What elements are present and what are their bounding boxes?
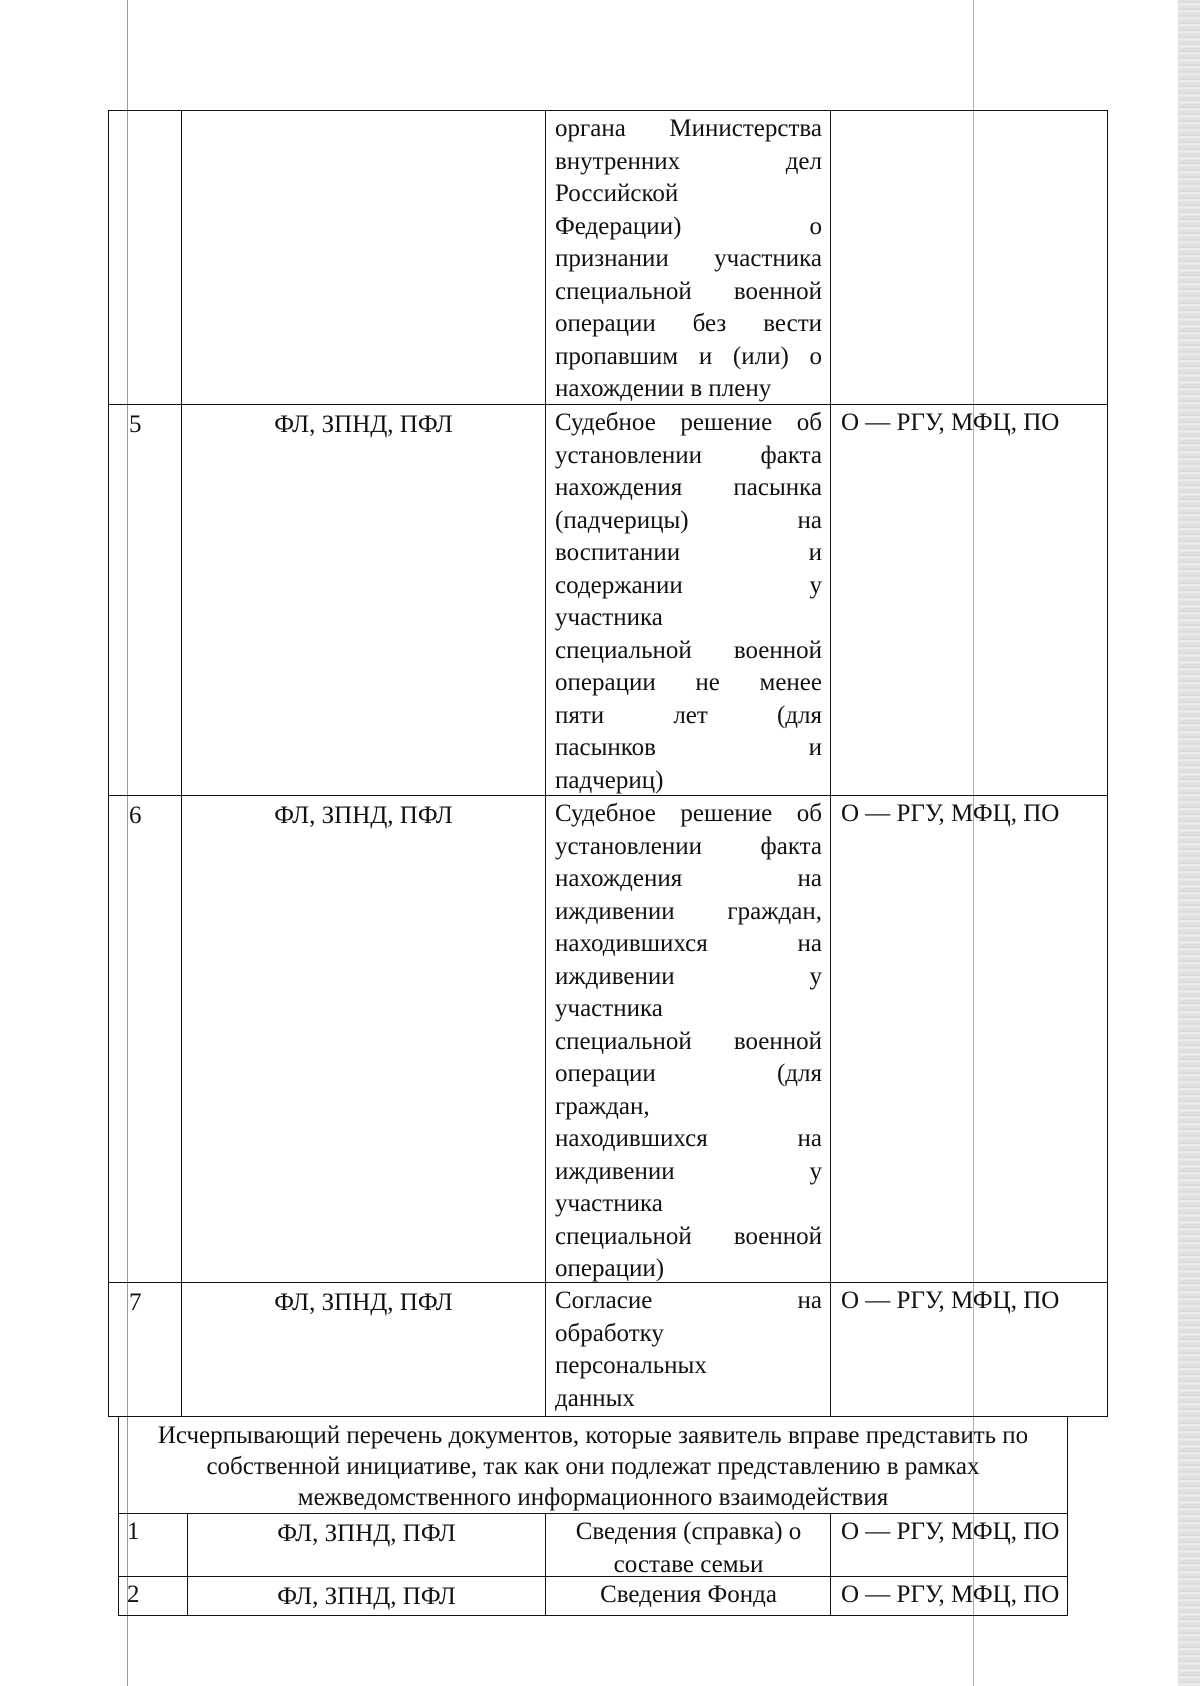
row-number-cell xyxy=(119,1514,188,1576)
applicant-category-cell xyxy=(188,1514,546,1576)
organ-cell xyxy=(831,796,1109,1282)
section-heading xyxy=(118,1416,1068,1514)
organ-text: О — РГУ, МФЦ, ПО xyxy=(841,1518,1060,1545)
section-heading-line: межведомственного информационного взаимодействия xyxy=(297,1484,889,1511)
document-text-line: пяти лет (для xyxy=(555,701,822,729)
table-row xyxy=(108,110,1108,405)
row-number-cell xyxy=(109,405,182,795)
document-text-line: составе семьи xyxy=(613,1550,764,1578)
document-text-line: участника xyxy=(555,995,663,1022)
document-text-line: операции (для xyxy=(555,1060,822,1087)
document-text-line: участника xyxy=(555,604,663,631)
document-cell xyxy=(546,111,831,404)
document-text-line: иждивении у xyxy=(555,962,822,990)
document-text-line: Сведения Фонда xyxy=(600,1581,777,1608)
organ-text: О — РГУ, МФЦ, ПО xyxy=(841,1287,1060,1314)
applicant-category-text: ФЛ, ЗПНД, ПФЛ xyxy=(277,1583,456,1610)
organ-cell xyxy=(831,1577,1069,1615)
applicant-category-cell xyxy=(182,111,546,404)
section-heading-line: собственной инициативе, так как они подлежат представлению в рамках xyxy=(206,1453,980,1480)
document-text-line: Российской xyxy=(555,180,679,207)
organ-cell xyxy=(831,1514,1069,1576)
document-text-line: находившихся на xyxy=(555,930,822,957)
document-cell xyxy=(546,1577,831,1615)
applicant-category-text: ФЛ, ЗПНД, ПФЛ xyxy=(274,411,453,438)
document-text-line: Согласие на xyxy=(555,1287,822,1314)
applicant-category-cell xyxy=(182,796,546,1282)
document-text-line: находившихся на xyxy=(555,1125,822,1152)
applicant-category-cell xyxy=(182,405,546,795)
document-text-line: Судебное решение об xyxy=(555,409,822,436)
row-number-cell xyxy=(109,1283,182,1416)
document-text-line: нахождения пасынка xyxy=(555,474,822,501)
document-text-line: специальной военной xyxy=(555,1222,822,1250)
row-number-text: 7 xyxy=(129,1289,142,1316)
document-text-line: операции без вести xyxy=(555,310,822,337)
document-text-line: данных xyxy=(555,1384,635,1412)
row-number-text: 5 xyxy=(129,411,142,438)
table-row xyxy=(118,1576,1068,1616)
row-number-text: 1 xyxy=(127,1518,140,1545)
applicant-category-text: ФЛ, ЗПНД, ПФЛ xyxy=(277,1520,456,1547)
document-text-line: пропавшим и (или) о xyxy=(555,342,822,370)
organ-text: О — РГУ, МФЦ, ПО xyxy=(841,409,1060,436)
table-row xyxy=(108,795,1108,1283)
document-text-line: падчериц) xyxy=(555,766,664,794)
document-cell xyxy=(546,796,831,1282)
row-number-cell xyxy=(119,1577,188,1615)
document-text-line: нахождения на xyxy=(555,865,822,892)
document-text-line: (падчерицы) на xyxy=(555,506,822,534)
document-text-line: операции не менее xyxy=(555,669,822,696)
document-text-line: внутренних дел xyxy=(555,147,822,175)
document-text-line: нахождении в плену xyxy=(555,375,772,402)
row-number-text: 2 xyxy=(127,1581,140,1608)
document-text-line: содержании у xyxy=(555,571,822,599)
document-text-line: установлении факта xyxy=(555,832,822,860)
document-text-line: иждивении граждан, xyxy=(555,897,822,925)
organ-cell xyxy=(831,1283,1109,1416)
document-text-line: Сведения (справка) о xyxy=(575,1518,802,1545)
document-text-line: признании участника xyxy=(555,245,822,272)
organ-cell xyxy=(831,405,1109,795)
row-number-cell xyxy=(109,796,182,1282)
document-text-line: установлении факта xyxy=(555,441,822,469)
organ-cell xyxy=(831,111,1109,404)
document-cell xyxy=(546,405,831,795)
document-text-line: Федерации) о xyxy=(555,212,822,240)
section-heading-line: Исчерпывающий перечень документов, которые заявитель вправе представить по xyxy=(157,1422,1029,1449)
document-text-line: операции) xyxy=(555,1255,665,1282)
row-number-cell xyxy=(109,111,182,404)
table-row xyxy=(108,404,1108,796)
document-text-line: граждан, xyxy=(555,1092,650,1120)
applicant-category-text: ФЛ, ЗПНД, ПФЛ xyxy=(274,802,453,829)
document-text-line: специальной военной xyxy=(555,277,822,305)
table-row xyxy=(108,1282,1108,1417)
document-text-line: специальной военной xyxy=(555,1027,822,1055)
applicant-category-text: ФЛ, ЗПНД, ПФЛ xyxy=(274,1289,453,1316)
applicant-category-cell xyxy=(182,1283,546,1416)
document-text-line: органа Министерства xyxy=(555,115,822,142)
scan-paper-edge xyxy=(1178,0,1200,1686)
applicant-category-cell xyxy=(188,1577,546,1615)
document-text-line: обработку xyxy=(555,1319,664,1347)
table-row xyxy=(118,1513,1068,1577)
organ-text: О — РГУ, МФЦ, ПО xyxy=(841,800,1060,827)
organ-text: О — РГУ, МФЦ, ПО xyxy=(841,1581,1060,1608)
document-text-line: Судебное решение об xyxy=(555,800,822,827)
document-text-line: специальной военной xyxy=(555,636,822,664)
document-text-line: иждивении у xyxy=(555,1157,822,1185)
document-text-line: персональных xyxy=(555,1352,707,1379)
document-cell xyxy=(546,1514,831,1576)
document-text-line: воспитании и xyxy=(555,539,822,566)
document-text-line: пасынков и xyxy=(555,734,822,761)
document-text-line: участника xyxy=(555,1190,663,1217)
row-number-text: 6 xyxy=(129,802,142,829)
document-cell xyxy=(546,1283,831,1416)
